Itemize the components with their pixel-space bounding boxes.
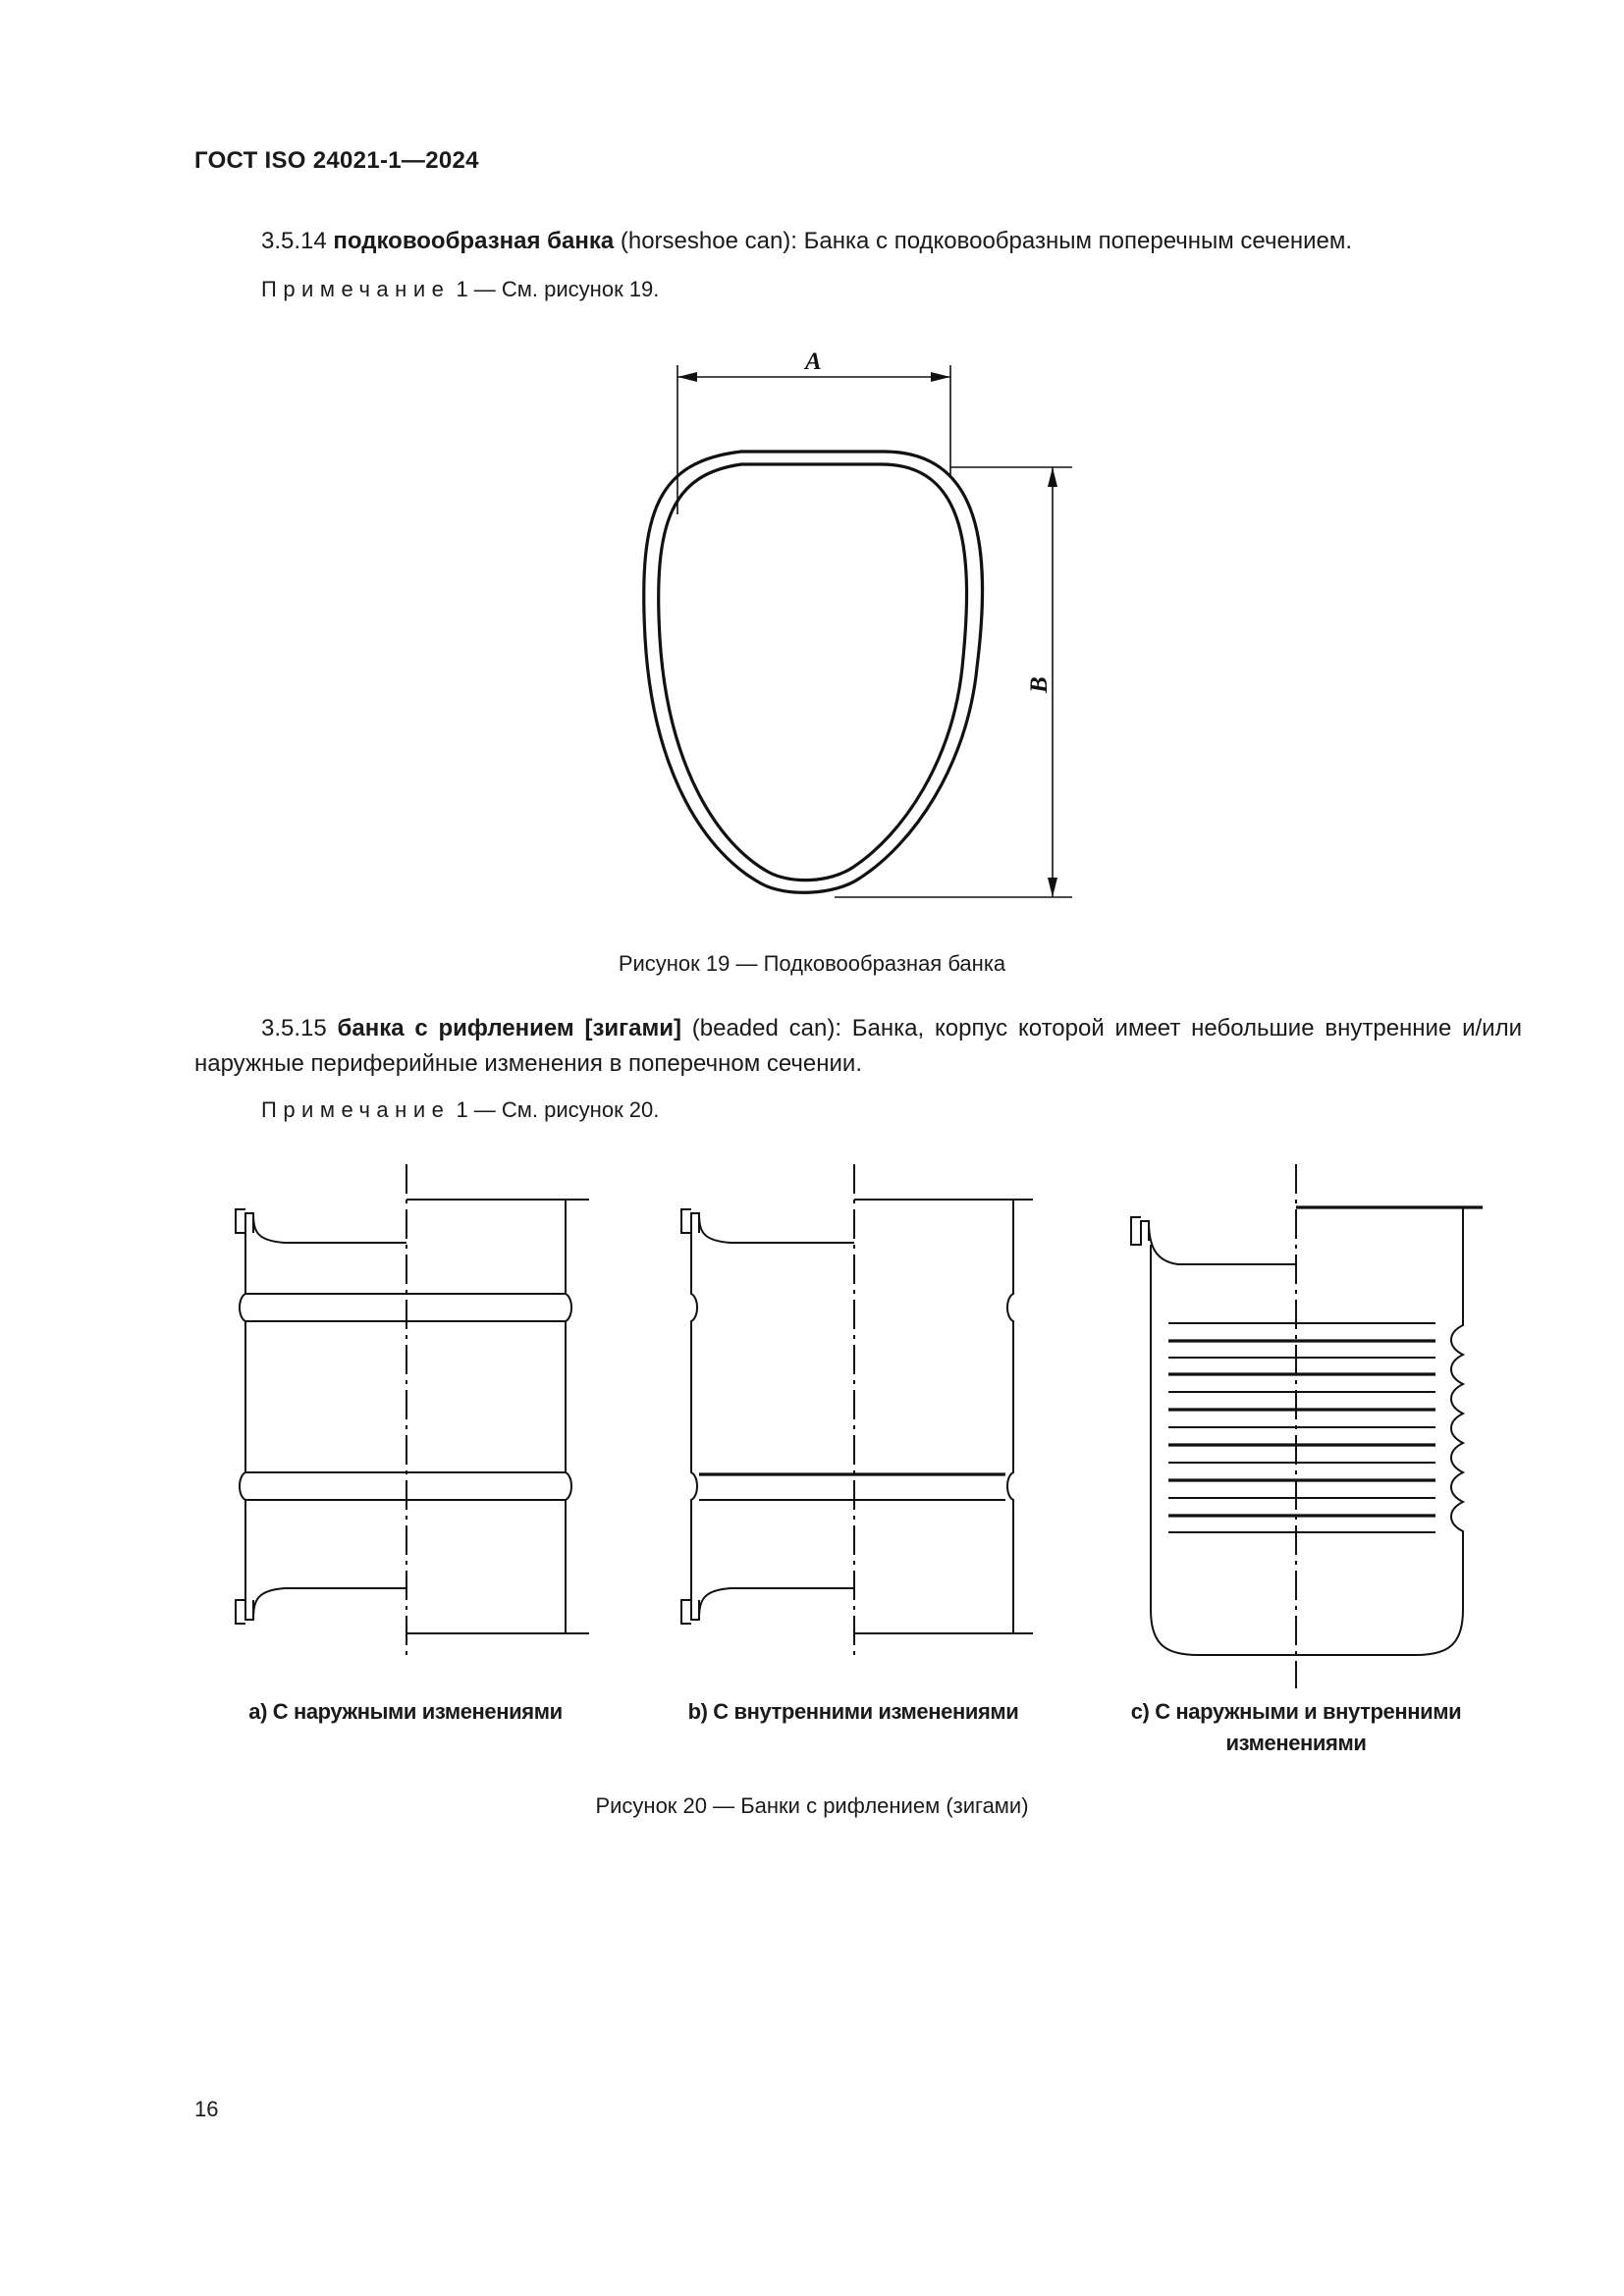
- definition-number: 3.5.15: [261, 1015, 327, 1041]
- definition-text: (beaded can): Банка, корпус которой имеет небольшие внутренние и/или наружные периферийные изменения в поперечном сечении.: [194, 1015, 1522, 1077]
- can-c-bead-lines: [1168, 1323, 1435, 1532]
- can-a-right-wall: [566, 1200, 571, 1633]
- can-b-left-wall: [691, 1233, 697, 1600]
- figure-20-caption: Рисунок 20 — Банки с рифлением (зигами): [595, 1793, 1029, 1818]
- can-c-top-seam: [1131, 1217, 1149, 1245]
- page-number: 16: [194, 2097, 219, 2121]
- can-c-right-wall: [1296, 1207, 1463, 1655]
- dimension-a-label: A: [805, 348, 822, 375]
- can-b-bottom-seam: [681, 1600, 699, 1624]
- can-c-top-lid: [1149, 1221, 1296, 1264]
- can-b-drawing: [681, 1164, 1033, 1657]
- can-b-top-lid: [699, 1213, 854, 1243]
- definition-term: банка с рифлением [зигами]: [337, 1015, 681, 1041]
- can-a-top-lid: [253, 1213, 406, 1243]
- note-text: 1 — См. рисунок 19.: [450, 277, 660, 301]
- figure-19-caption: Рисунок 19 — Подковообразная банка: [618, 951, 1006, 976]
- note-label: Примечание: [261, 277, 451, 301]
- definition-term: подковообразная банка: [333, 228, 615, 254]
- can-a-left-wall: [240, 1233, 245, 1600]
- figure-20-subcaption-c-line2: изменениями: [1225, 1731, 1367, 1755]
- can-a-drawing: [236, 1164, 589, 1657]
- note-text: 1 — См. рисунок 20.: [450, 1097, 660, 1122]
- can-c-left-wall: [1151, 1245, 1296, 1655]
- figure-20-subcaption-b: b) С внутренними изменениями: [687, 1699, 1019, 1724]
- document-header: ГОСТ ISO 24021-1—2024: [194, 147, 479, 174]
- definition-text: (horseshoe can): Банка с подковообразным поперечным сечением.: [614, 228, 1352, 254]
- can-a-bottom-lid: [253, 1588, 406, 1620]
- dimension-b-label: B: [1026, 676, 1053, 693]
- can-b-top-seam: [681, 1209, 699, 1233]
- can-a-bottom-seam: [236, 1600, 253, 1624]
- can-a-top-seam: [236, 1209, 253, 1233]
- can-c-drawing: [1131, 1164, 1483, 1688]
- figure-20-subcaption-c-line1: c) С наружными и внутренними: [1130, 1699, 1462, 1724]
- figure-20-subcaption-a: a) С наружными изменениями: [248, 1699, 563, 1724]
- can-b-right-wall: [1007, 1200, 1013, 1633]
- figure-20-subcaption-c: [1090, 1696, 1502, 1759]
- can-b-bottom-lid: [699, 1588, 854, 1620]
- definition-number: 3.5.14: [261, 228, 327, 254]
- note-label: Примечание: [261, 1097, 451, 1122]
